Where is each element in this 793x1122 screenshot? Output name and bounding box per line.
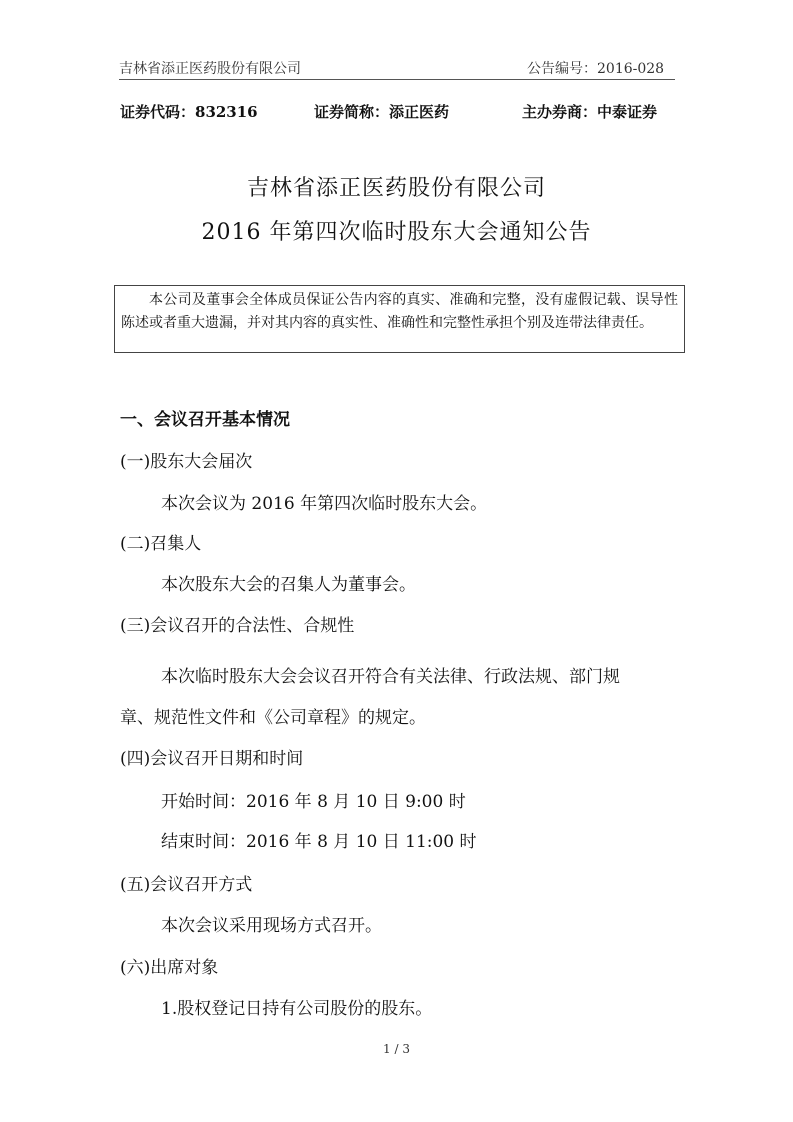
start-time: 开始时间：2016 年 8 月 10 日 9:00 时 bbox=[161, 792, 466, 812]
section-heading: 一、会议召开基本情况 bbox=[120, 410, 290, 430]
item-label: (五)会议召开方式 bbox=[120, 875, 253, 895]
item-label: (二)召集人 bbox=[120, 534, 202, 554]
item-text: 本次会议采用现场方式召开。 bbox=[161, 916, 382, 936]
security-short-name: 证券简称：添正医药 bbox=[314, 103, 450, 121]
item-label: (一)股东大会届次 bbox=[120, 452, 253, 472]
item-text: 本次临时股东大会会议召开符合有关法律、行政法规、部门规 bbox=[161, 667, 620, 687]
declaration-box: 本公司及董事会全体成员保证公告内容的真实、准确和完整，没有虚假记载、误导性陈述或者重大遗漏，并对其内容的真实性、准确性和完整性承担个别及连带法律责任。 bbox=[114, 285, 685, 353]
item-text-continued: 章、规范性文件和《公司章程》的规定。 bbox=[120, 708, 426, 728]
item-label: (六)出席对象 bbox=[120, 958, 219, 978]
page-number: 1 / 3 bbox=[383, 1042, 410, 1056]
security-code: 证券代码：832316 bbox=[120, 103, 258, 121]
header-divider bbox=[119, 79, 675, 80]
item-label: (四)会议召开日期和时间 bbox=[120, 749, 304, 769]
sponsor-broker: 主办券商：中泰证券 bbox=[522, 103, 658, 121]
item-text: 本次股东大会的召集人为董事会。 bbox=[161, 575, 416, 595]
document-title-company: 吉林省添正医药股份有限公司 bbox=[246, 176, 546, 201]
document-title-notice: 2016 年第四次临时股东大会通知公告 bbox=[201, 220, 592, 245]
end-time: 结束时间：2016 年 8 月 10 日 11:00 时 bbox=[161, 832, 477, 852]
item-text: 1.股权登记日持有公司股份的股东。 bbox=[161, 999, 433, 1019]
item-label: (三)会议召开的合法性、合规性 bbox=[120, 616, 355, 636]
item-text: 本次会议为 2016 年第四次临时股东大会。 bbox=[161, 494, 488, 514]
header-notice-number: 公告编号：2016-028 bbox=[527, 61, 665, 77]
header-company: 吉林省添正医药股份有限公司 bbox=[119, 61, 301, 77]
